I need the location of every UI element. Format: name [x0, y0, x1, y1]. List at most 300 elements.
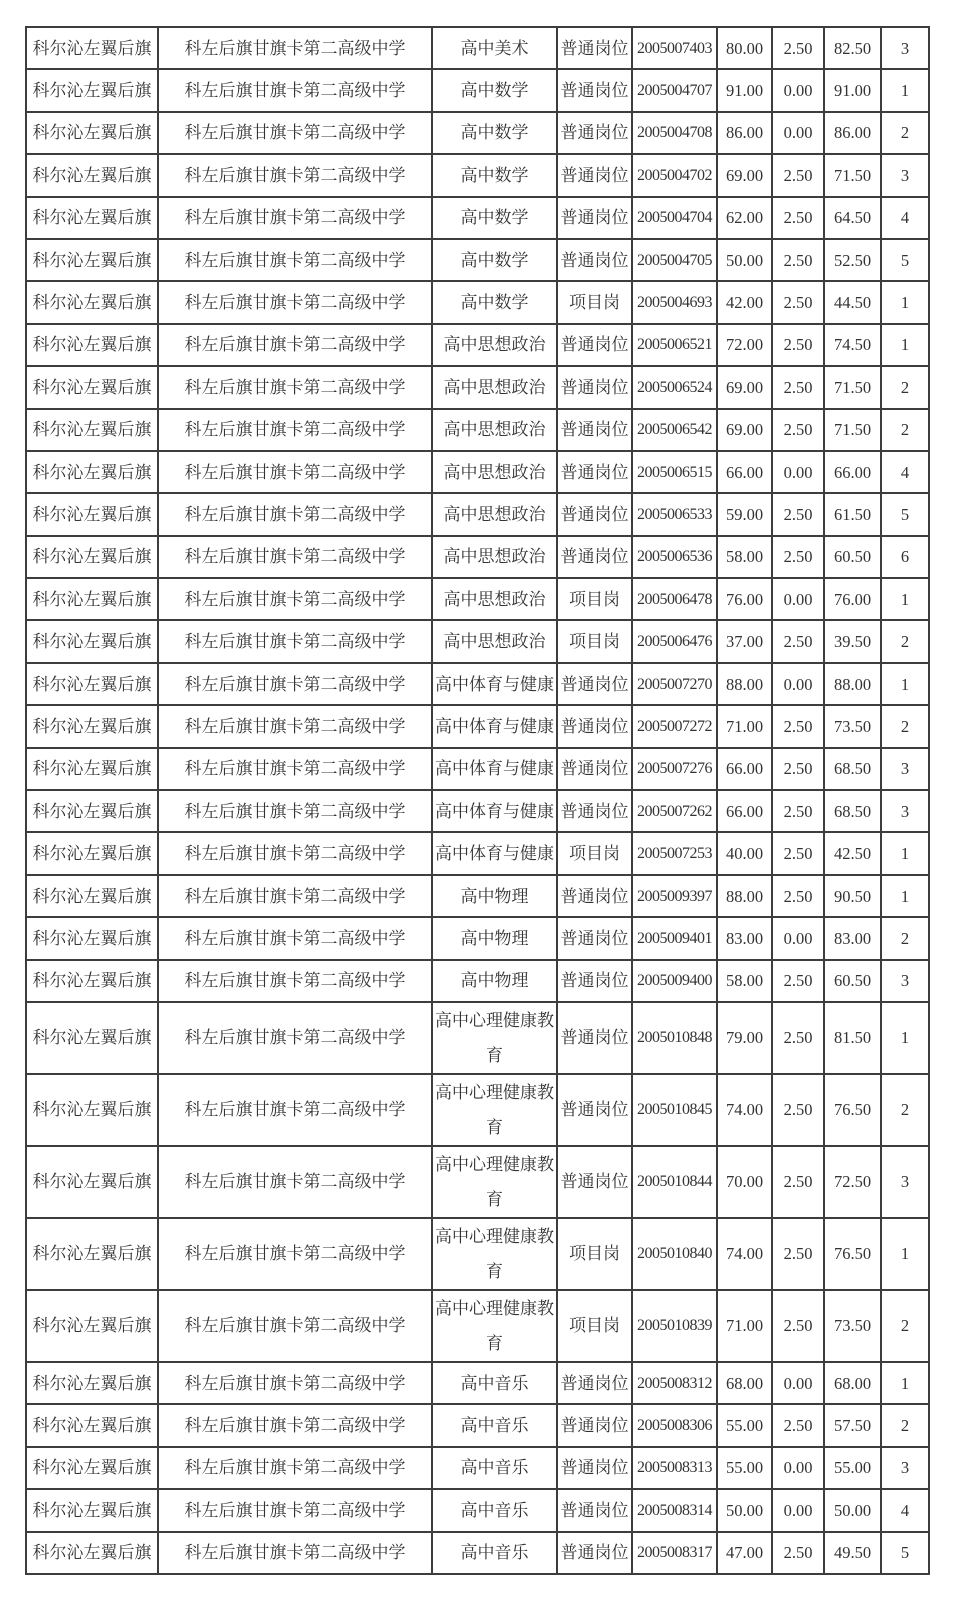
total-cell: 91.00	[824, 69, 881, 111]
table-row	[26, 1218, 929, 1290]
post-type-cell: 普通岗位	[557, 705, 632, 747]
total-cell: 66.00	[824, 451, 881, 493]
rank-cell: 3	[881, 154, 929, 196]
table-row	[26, 112, 929, 154]
score-cell: 74.00	[717, 1074, 772, 1146]
subject-cell: 高中思想政治	[432, 409, 557, 451]
subject-cell: 高中体育与健康	[432, 832, 557, 874]
table-row	[26, 409, 929, 451]
bonus-cell: 0.00	[772, 1489, 824, 1531]
school-cell: 科左后旗甘旗卡第二高级中学	[158, 154, 432, 196]
school-cell: 科左后旗甘旗卡第二高级中学	[158, 1290, 432, 1362]
bonus-cell: 2.50	[772, 281, 824, 323]
score-cell: 42.00	[717, 281, 772, 323]
exam-id-cell: 2005010848	[632, 1002, 717, 1074]
region-cell: 科尔沁左翼后旗	[26, 451, 158, 493]
rank-cell: 3	[881, 27, 929, 69]
bonus-cell: 2.50	[772, 748, 824, 790]
school-cell: 科左后旗甘旗卡第二高级中学	[158, 1447, 432, 1489]
post-type-cell: 普通岗位	[557, 1489, 632, 1531]
exam-id-cell: 2005010845	[632, 1074, 717, 1146]
score-cell: 91.00	[717, 69, 772, 111]
bonus-cell: 2.50	[772, 409, 824, 451]
bonus-cell: 0.00	[772, 69, 824, 111]
subject-cell: 高中物理	[432, 960, 557, 1002]
post-type-cell: 普通岗位	[557, 790, 632, 832]
exam-id-cell: 2005007270	[632, 663, 717, 705]
table-row	[26, 324, 929, 366]
school-cell: 科左后旗甘旗卡第二高级中学	[158, 1362, 432, 1404]
post-type-cell: 普通岗位	[557, 1404, 632, 1446]
total-cell: 76.50	[824, 1218, 881, 1290]
table-row	[26, 366, 929, 408]
table-row	[26, 875, 929, 917]
score-cell: 66.00	[717, 748, 772, 790]
total-cell: 86.00	[824, 112, 881, 154]
subject-cell: 高中思想政治	[432, 451, 557, 493]
school-cell: 科左后旗甘旗卡第二高级中学	[158, 960, 432, 1002]
region-cell: 科尔沁左翼后旗	[26, 1002, 158, 1074]
score-cell: 50.00	[717, 1489, 772, 1531]
bonus-cell: 2.50	[772, 1404, 824, 1446]
exam-id-cell: 2005007262	[632, 790, 717, 832]
region-cell: 科尔沁左翼后旗	[26, 1146, 158, 1218]
school-cell: 科左后旗甘旗卡第二高级中学	[158, 917, 432, 959]
score-cell: 68.00	[717, 1362, 772, 1404]
region-cell: 科尔沁左翼后旗	[26, 1447, 158, 1489]
score-cell: 59.00	[717, 493, 772, 535]
post-type-cell: 项目岗	[557, 1218, 632, 1290]
exam-id-cell: 2005006521	[632, 324, 717, 366]
rank-cell: 1	[881, 69, 929, 111]
subject-cell: 高中思想政治	[432, 620, 557, 662]
total-cell: 76.50	[824, 1074, 881, 1146]
region-cell: 科尔沁左翼后旗	[26, 281, 158, 323]
exam-id-cell: 2005007253	[632, 832, 717, 874]
score-cell: 66.00	[717, 790, 772, 832]
bonus-cell: 2.50	[772, 1002, 824, 1074]
total-cell: 72.50	[824, 1146, 881, 1218]
score-cell: 66.00	[717, 451, 772, 493]
subject-cell: 高中思想政治	[432, 536, 557, 578]
table-row	[26, 1290, 929, 1362]
results-table-body	[26, 27, 929, 1574]
post-type-cell: 普通岗位	[557, 1447, 632, 1489]
total-cell: 68.00	[824, 1362, 881, 1404]
rank-cell: 1	[881, 1362, 929, 1404]
exam-id-cell: 2005006542	[632, 409, 717, 451]
table-row	[26, 154, 929, 196]
score-cell: 70.00	[717, 1146, 772, 1218]
bonus-cell: 2.50	[772, 197, 824, 239]
post-type-cell: 普通岗位	[557, 1362, 632, 1404]
exam-id-cell: 2005004702	[632, 154, 717, 196]
exam-id-cell: 2005010840	[632, 1218, 717, 1290]
table-row	[26, 197, 929, 239]
subject-cell: 高中数学	[432, 239, 557, 281]
score-cell: 88.00	[717, 875, 772, 917]
score-cell: 62.00	[717, 197, 772, 239]
total-cell: 82.50	[824, 27, 881, 69]
total-cell: 49.50	[824, 1532, 881, 1574]
post-type-cell: 项目岗	[557, 578, 632, 620]
subject-cell: 高中心理健康教育	[432, 1002, 557, 1074]
school-cell: 科左后旗甘旗卡第二高级中学	[158, 1146, 432, 1218]
table-row	[26, 1532, 929, 1574]
score-cell: 37.00	[717, 620, 772, 662]
rank-cell: 3	[881, 1146, 929, 1218]
total-cell: 83.00	[824, 917, 881, 959]
rank-cell: 4	[881, 1489, 929, 1531]
exam-id-cell: 2005008306	[632, 1404, 717, 1446]
rank-cell: 3	[881, 790, 929, 832]
school-cell: 科左后旗甘旗卡第二高级中学	[158, 832, 432, 874]
exam-id-cell: 2005010844	[632, 1146, 717, 1218]
table-row	[26, 281, 929, 323]
exam-id-cell: 2005008314	[632, 1489, 717, 1531]
bonus-cell: 2.50	[772, 1218, 824, 1290]
subject-cell: 高中体育与健康	[432, 748, 557, 790]
exam-id-cell: 2005008317	[632, 1532, 717, 1574]
exam-id-cell: 2005004708	[632, 112, 717, 154]
bonus-cell: 2.50	[772, 324, 824, 366]
post-type-cell: 普通岗位	[557, 960, 632, 1002]
subject-cell: 高中数学	[432, 197, 557, 239]
post-type-cell: 普通岗位	[557, 27, 632, 69]
school-cell: 科左后旗甘旗卡第二高级中学	[158, 875, 432, 917]
rank-cell: 3	[881, 1447, 929, 1489]
exam-id-cell: 2005006476	[632, 620, 717, 662]
region-cell: 科尔沁左翼后旗	[26, 239, 158, 281]
school-cell: 科左后旗甘旗卡第二高级中学	[158, 409, 432, 451]
school-cell: 科左后旗甘旗卡第二高级中学	[158, 493, 432, 535]
score-cell: 69.00	[717, 154, 772, 196]
school-cell: 科左后旗甘旗卡第二高级中学	[158, 366, 432, 408]
table-row	[26, 1404, 929, 1446]
school-cell: 科左后旗甘旗卡第二高级中学	[158, 1218, 432, 1290]
bonus-cell: 2.50	[772, 536, 824, 578]
table-row	[26, 960, 929, 1002]
region-cell: 科尔沁左翼后旗	[26, 578, 158, 620]
score-cell: 58.00	[717, 536, 772, 578]
table-row	[26, 69, 929, 111]
table-row	[26, 748, 929, 790]
total-cell: 57.50	[824, 1404, 881, 1446]
school-cell: 科左后旗甘旗卡第二高级中学	[158, 27, 432, 69]
score-cell: 55.00	[717, 1447, 772, 1489]
school-cell: 科左后旗甘旗卡第二高级中学	[158, 112, 432, 154]
rank-cell: 3	[881, 748, 929, 790]
score-cell: 69.00	[717, 409, 772, 451]
score-cell: 74.00	[717, 1218, 772, 1290]
region-cell: 科尔沁左翼后旗	[26, 1532, 158, 1574]
school-cell: 科左后旗甘旗卡第二高级中学	[158, 281, 432, 323]
rank-cell: 1	[881, 1002, 929, 1074]
exam-id-cell: 2005007403	[632, 27, 717, 69]
bonus-cell: 2.50	[772, 705, 824, 747]
region-cell: 科尔沁左翼后旗	[26, 620, 158, 662]
bonus-cell: 2.50	[772, 366, 824, 408]
subject-cell: 高中体育与健康	[432, 663, 557, 705]
bonus-cell: 2.50	[772, 875, 824, 917]
post-type-cell: 普通岗位	[557, 409, 632, 451]
exam-id-cell: 2005008312	[632, 1362, 717, 1404]
table-row	[26, 705, 929, 747]
total-cell: 61.50	[824, 493, 881, 535]
total-cell: 68.50	[824, 790, 881, 832]
school-cell: 科左后旗甘旗卡第二高级中学	[158, 239, 432, 281]
table-row	[26, 790, 929, 832]
total-cell: 42.50	[824, 832, 881, 874]
table-row	[26, 1362, 929, 1404]
table-row	[26, 620, 929, 662]
post-type-cell: 普通岗位	[557, 917, 632, 959]
subject-cell: 高中心理健康教育	[432, 1074, 557, 1146]
school-cell: 科左后旗甘旗卡第二高级中学	[158, 69, 432, 111]
rank-cell: 2	[881, 1074, 929, 1146]
rank-cell: 2	[881, 409, 929, 451]
subject-cell: 高中思想政治	[432, 366, 557, 408]
score-cell: 86.00	[717, 112, 772, 154]
table-row	[26, 578, 929, 620]
school-cell: 科左后旗甘旗卡第二高级中学	[158, 705, 432, 747]
table-row	[26, 1074, 929, 1146]
score-cell: 79.00	[717, 1002, 772, 1074]
subject-cell: 高中音乐	[432, 1362, 557, 1404]
bonus-cell: 2.50	[772, 1074, 824, 1146]
bonus-cell: 2.50	[772, 620, 824, 662]
school-cell: 科左后旗甘旗卡第二高级中学	[158, 1002, 432, 1074]
region-cell: 科尔沁左翼后旗	[26, 1404, 158, 1446]
subject-cell: 高中思想政治	[432, 578, 557, 620]
subject-cell: 高中物理	[432, 875, 557, 917]
subject-cell: 高中数学	[432, 154, 557, 196]
subject-cell: 高中物理	[432, 917, 557, 959]
rank-cell: 5	[881, 1532, 929, 1574]
table-row	[26, 536, 929, 578]
subject-cell: 高中音乐	[432, 1532, 557, 1574]
region-cell: 科尔沁左翼后旗	[26, 197, 158, 239]
subject-cell: 高中体育与健康	[432, 790, 557, 832]
bonus-cell: 0.00	[772, 663, 824, 705]
post-type-cell: 普通岗位	[557, 1074, 632, 1146]
exam-id-cell: 2005006478	[632, 578, 717, 620]
table-row	[26, 1489, 929, 1531]
post-type-cell: 普通岗位	[557, 239, 632, 281]
exam-id-cell: 2005009397	[632, 875, 717, 917]
score-cell: 71.00	[717, 1290, 772, 1362]
exam-id-cell: 2005006533	[632, 493, 717, 535]
total-cell: 60.50	[824, 536, 881, 578]
region-cell: 科尔沁左翼后旗	[26, 112, 158, 154]
post-type-cell: 普通岗位	[557, 1002, 632, 1074]
rank-cell: 5	[881, 493, 929, 535]
table-row	[26, 493, 929, 535]
bonus-cell: 2.50	[772, 1532, 824, 1574]
region-cell: 科尔沁左翼后旗	[26, 1218, 158, 1290]
post-type-cell: 普通岗位	[557, 69, 632, 111]
table-row	[26, 1002, 929, 1074]
school-cell: 科左后旗甘旗卡第二高级中学	[158, 620, 432, 662]
score-cell: 50.00	[717, 239, 772, 281]
subject-cell: 高中思想政治	[432, 493, 557, 535]
region-cell: 科尔沁左翼后旗	[26, 536, 158, 578]
subject-cell: 高中数学	[432, 69, 557, 111]
school-cell: 科左后旗甘旗卡第二高级中学	[158, 578, 432, 620]
score-cell: 71.00	[717, 705, 772, 747]
region-cell: 科尔沁左翼后旗	[26, 832, 158, 874]
table-row	[26, 1447, 929, 1489]
rank-cell: 2	[881, 112, 929, 154]
post-type-cell: 普通岗位	[557, 1532, 632, 1574]
table-row	[26, 239, 929, 281]
rank-cell: 5	[881, 239, 929, 281]
school-cell: 科左后旗甘旗卡第二高级中学	[158, 1489, 432, 1531]
post-type-cell: 普通岗位	[557, 748, 632, 790]
post-type-cell: 普通岗位	[557, 112, 632, 154]
rank-cell: 2	[881, 917, 929, 959]
region-cell: 科尔沁左翼后旗	[26, 1362, 158, 1404]
bonus-cell: 0.00	[772, 578, 824, 620]
rank-cell: 4	[881, 197, 929, 239]
school-cell: 科左后旗甘旗卡第二高级中学	[158, 790, 432, 832]
score-cell: 58.00	[717, 960, 772, 1002]
subject-cell: 高中体育与健康	[432, 705, 557, 747]
rank-cell: 1	[881, 832, 929, 874]
score-cell: 88.00	[717, 663, 772, 705]
total-cell: 55.00	[824, 1447, 881, 1489]
rank-cell: 1	[881, 281, 929, 323]
rank-cell: 1	[881, 578, 929, 620]
region-cell: 科尔沁左翼后旗	[26, 1290, 158, 1362]
total-cell: 68.50	[824, 748, 881, 790]
exam-id-cell: 2005004707	[632, 69, 717, 111]
bonus-cell: 2.50	[772, 1290, 824, 1362]
table-row	[26, 832, 929, 874]
score-cell: 69.00	[717, 366, 772, 408]
total-cell: 76.00	[824, 578, 881, 620]
score-cell: 76.00	[717, 578, 772, 620]
post-type-cell: 普通岗位	[557, 1146, 632, 1218]
bonus-cell: 0.00	[772, 1447, 824, 1489]
rank-cell: 1	[881, 1218, 929, 1290]
table-row	[26, 1146, 929, 1218]
region-cell: 科尔沁左翼后旗	[26, 27, 158, 69]
school-cell: 科左后旗甘旗卡第二高级中学	[158, 663, 432, 705]
score-cell: 47.00	[717, 1532, 772, 1574]
bonus-cell: 2.50	[772, 493, 824, 535]
total-cell: 71.50	[824, 154, 881, 196]
post-type-cell: 普通岗位	[557, 875, 632, 917]
bonus-cell: 0.00	[772, 112, 824, 154]
school-cell: 科左后旗甘旗卡第二高级中学	[158, 1074, 432, 1146]
region-cell: 科尔沁左翼后旗	[26, 366, 158, 408]
total-cell: 44.50	[824, 281, 881, 323]
school-cell: 科左后旗甘旗卡第二高级中学	[158, 1404, 432, 1446]
post-type-cell: 普通岗位	[557, 366, 632, 408]
subject-cell: 高中音乐	[432, 1489, 557, 1531]
bonus-cell: 2.50	[772, 239, 824, 281]
post-type-cell: 普通岗位	[557, 493, 632, 535]
total-cell: 73.50	[824, 705, 881, 747]
region-cell: 科尔沁左翼后旗	[26, 493, 158, 535]
total-cell: 64.50	[824, 197, 881, 239]
rank-cell: 4	[881, 451, 929, 493]
exam-id-cell: 2005009401	[632, 917, 717, 959]
school-cell: 科左后旗甘旗卡第二高级中学	[158, 536, 432, 578]
exam-id-cell: 2005004693	[632, 281, 717, 323]
exam-id-cell: 2005010839	[632, 1290, 717, 1362]
rank-cell: 2	[881, 366, 929, 408]
exam-id-cell: 2005007276	[632, 748, 717, 790]
subject-cell: 高中心理健康教育	[432, 1218, 557, 1290]
exam-id-cell: 2005004705	[632, 239, 717, 281]
region-cell: 科尔沁左翼后旗	[26, 875, 158, 917]
score-cell: 72.00	[717, 324, 772, 366]
table-row	[26, 27, 929, 69]
total-cell: 74.50	[824, 324, 881, 366]
score-cell: 40.00	[717, 832, 772, 874]
score-cell: 80.00	[717, 27, 772, 69]
post-type-cell: 普通岗位	[557, 663, 632, 705]
rank-cell: 2	[881, 1290, 929, 1362]
rank-cell: 6	[881, 536, 929, 578]
total-cell: 52.50	[824, 239, 881, 281]
subject-cell: 高中数学	[432, 281, 557, 323]
school-cell: 科左后旗甘旗卡第二高级中学	[158, 324, 432, 366]
total-cell: 88.00	[824, 663, 881, 705]
bonus-cell: 0.00	[772, 1362, 824, 1404]
region-cell: 科尔沁左翼后旗	[26, 409, 158, 451]
region-cell: 科尔沁左翼后旗	[26, 917, 158, 959]
bonus-cell: 2.50	[772, 790, 824, 832]
subject-cell: 高中音乐	[432, 1447, 557, 1489]
bonus-cell: 0.00	[772, 917, 824, 959]
exam-id-cell: 2005006536	[632, 536, 717, 578]
school-cell: 科左后旗甘旗卡第二高级中学	[158, 1532, 432, 1574]
bonus-cell: 2.50	[772, 960, 824, 1002]
post-type-cell: 项目岗	[557, 281, 632, 323]
region-cell: 科尔沁左翼后旗	[26, 748, 158, 790]
rank-cell: 2	[881, 1404, 929, 1446]
subject-cell: 高中思想政治	[432, 324, 557, 366]
school-cell: 科左后旗甘旗卡第二高级中学	[158, 748, 432, 790]
exam-id-cell: 2005006524	[632, 366, 717, 408]
results-table	[25, 26, 930, 1575]
score-cell: 83.00	[717, 917, 772, 959]
region-cell: 科尔沁左翼后旗	[26, 960, 158, 1002]
region-cell: 科尔沁左翼后旗	[26, 663, 158, 705]
region-cell: 科尔沁左翼后旗	[26, 705, 158, 747]
bonus-cell: 2.50	[772, 27, 824, 69]
rank-cell: 1	[881, 663, 929, 705]
total-cell: 50.00	[824, 1489, 881, 1531]
subject-cell: 高中心理健康教育	[432, 1146, 557, 1218]
post-type-cell: 项目岗	[557, 832, 632, 874]
table-row	[26, 451, 929, 493]
post-type-cell: 普通岗位	[557, 536, 632, 578]
exam-id-cell: 2005008313	[632, 1447, 717, 1489]
rank-cell: 1	[881, 875, 929, 917]
rank-cell: 3	[881, 960, 929, 1002]
region-cell: 科尔沁左翼后旗	[26, 790, 158, 832]
bonus-cell: 2.50	[772, 154, 824, 196]
table-row	[26, 663, 929, 705]
rank-cell: 2	[881, 620, 929, 662]
exam-id-cell: 2005004704	[632, 197, 717, 239]
bonus-cell: 0.00	[772, 451, 824, 493]
post-type-cell: 项目岗	[557, 620, 632, 662]
